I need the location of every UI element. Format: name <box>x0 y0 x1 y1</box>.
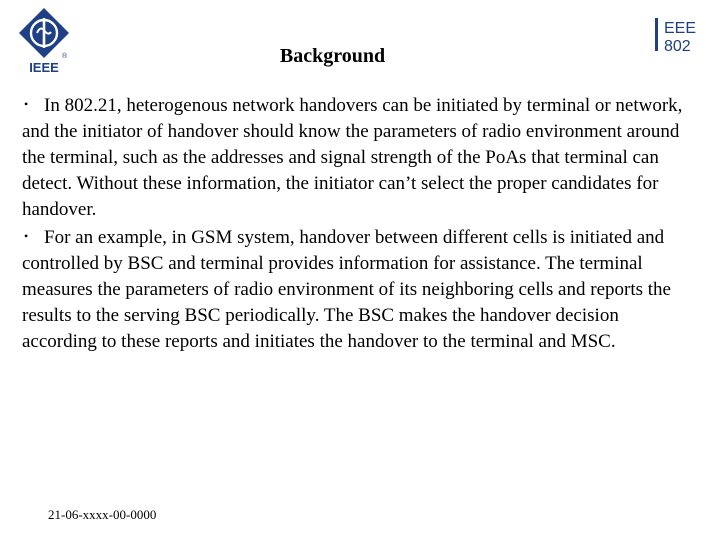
ieee-802-logo-line1: EEE <box>664 20 697 37</box>
paragraph-2-text: For an example, in GSM system, handover between different cells is initiated and controlled by BSC and terminal provides information for assistance. The terminal measures the parameters of radio environment of its neighboring cells and reports the results to the serving BSC periodically. The BSC makes the handover decision according to these reports and initiates the handover to the terminal and MSC. <box>22 227 671 352</box>
bullet-paragraph-2 <box>22 223 687 355</box>
bullet-icon: • <box>24 97 29 111</box>
document-number: 21-06-xxxx-00-0000 <box>48 507 157 522</box>
ieee-logo <box>14 6 74 76</box>
ieee-802-logo <box>654 15 702 55</box>
ieee-802-logo-line2: 802 <box>664 38 691 55</box>
bullet-icon: • <box>24 229 29 243</box>
ieee-wordmark: IEEE <box>29 60 59 75</box>
ieee-802-logo-icon <box>654 15 702 55</box>
paragraph-1-text: In 802.21, heterogenous network handovers can be initiated by terminal or network, and the initiator of handover should know the parameters of radio environment around the terminal, such as the addresses and signal strength of the PoAs that terminal can detect. Without these information, the initiator can’t select the proper candidates for handover. <box>22 95 683 220</box>
slide-body <box>22 91 687 355</box>
bullet-paragraph-1 <box>22 91 687 223</box>
page-title: Background <box>279 45 386 67</box>
registered-mark: ® <box>62 53 68 60</box>
ieee-globe-logo-icon <box>14 6 74 76</box>
